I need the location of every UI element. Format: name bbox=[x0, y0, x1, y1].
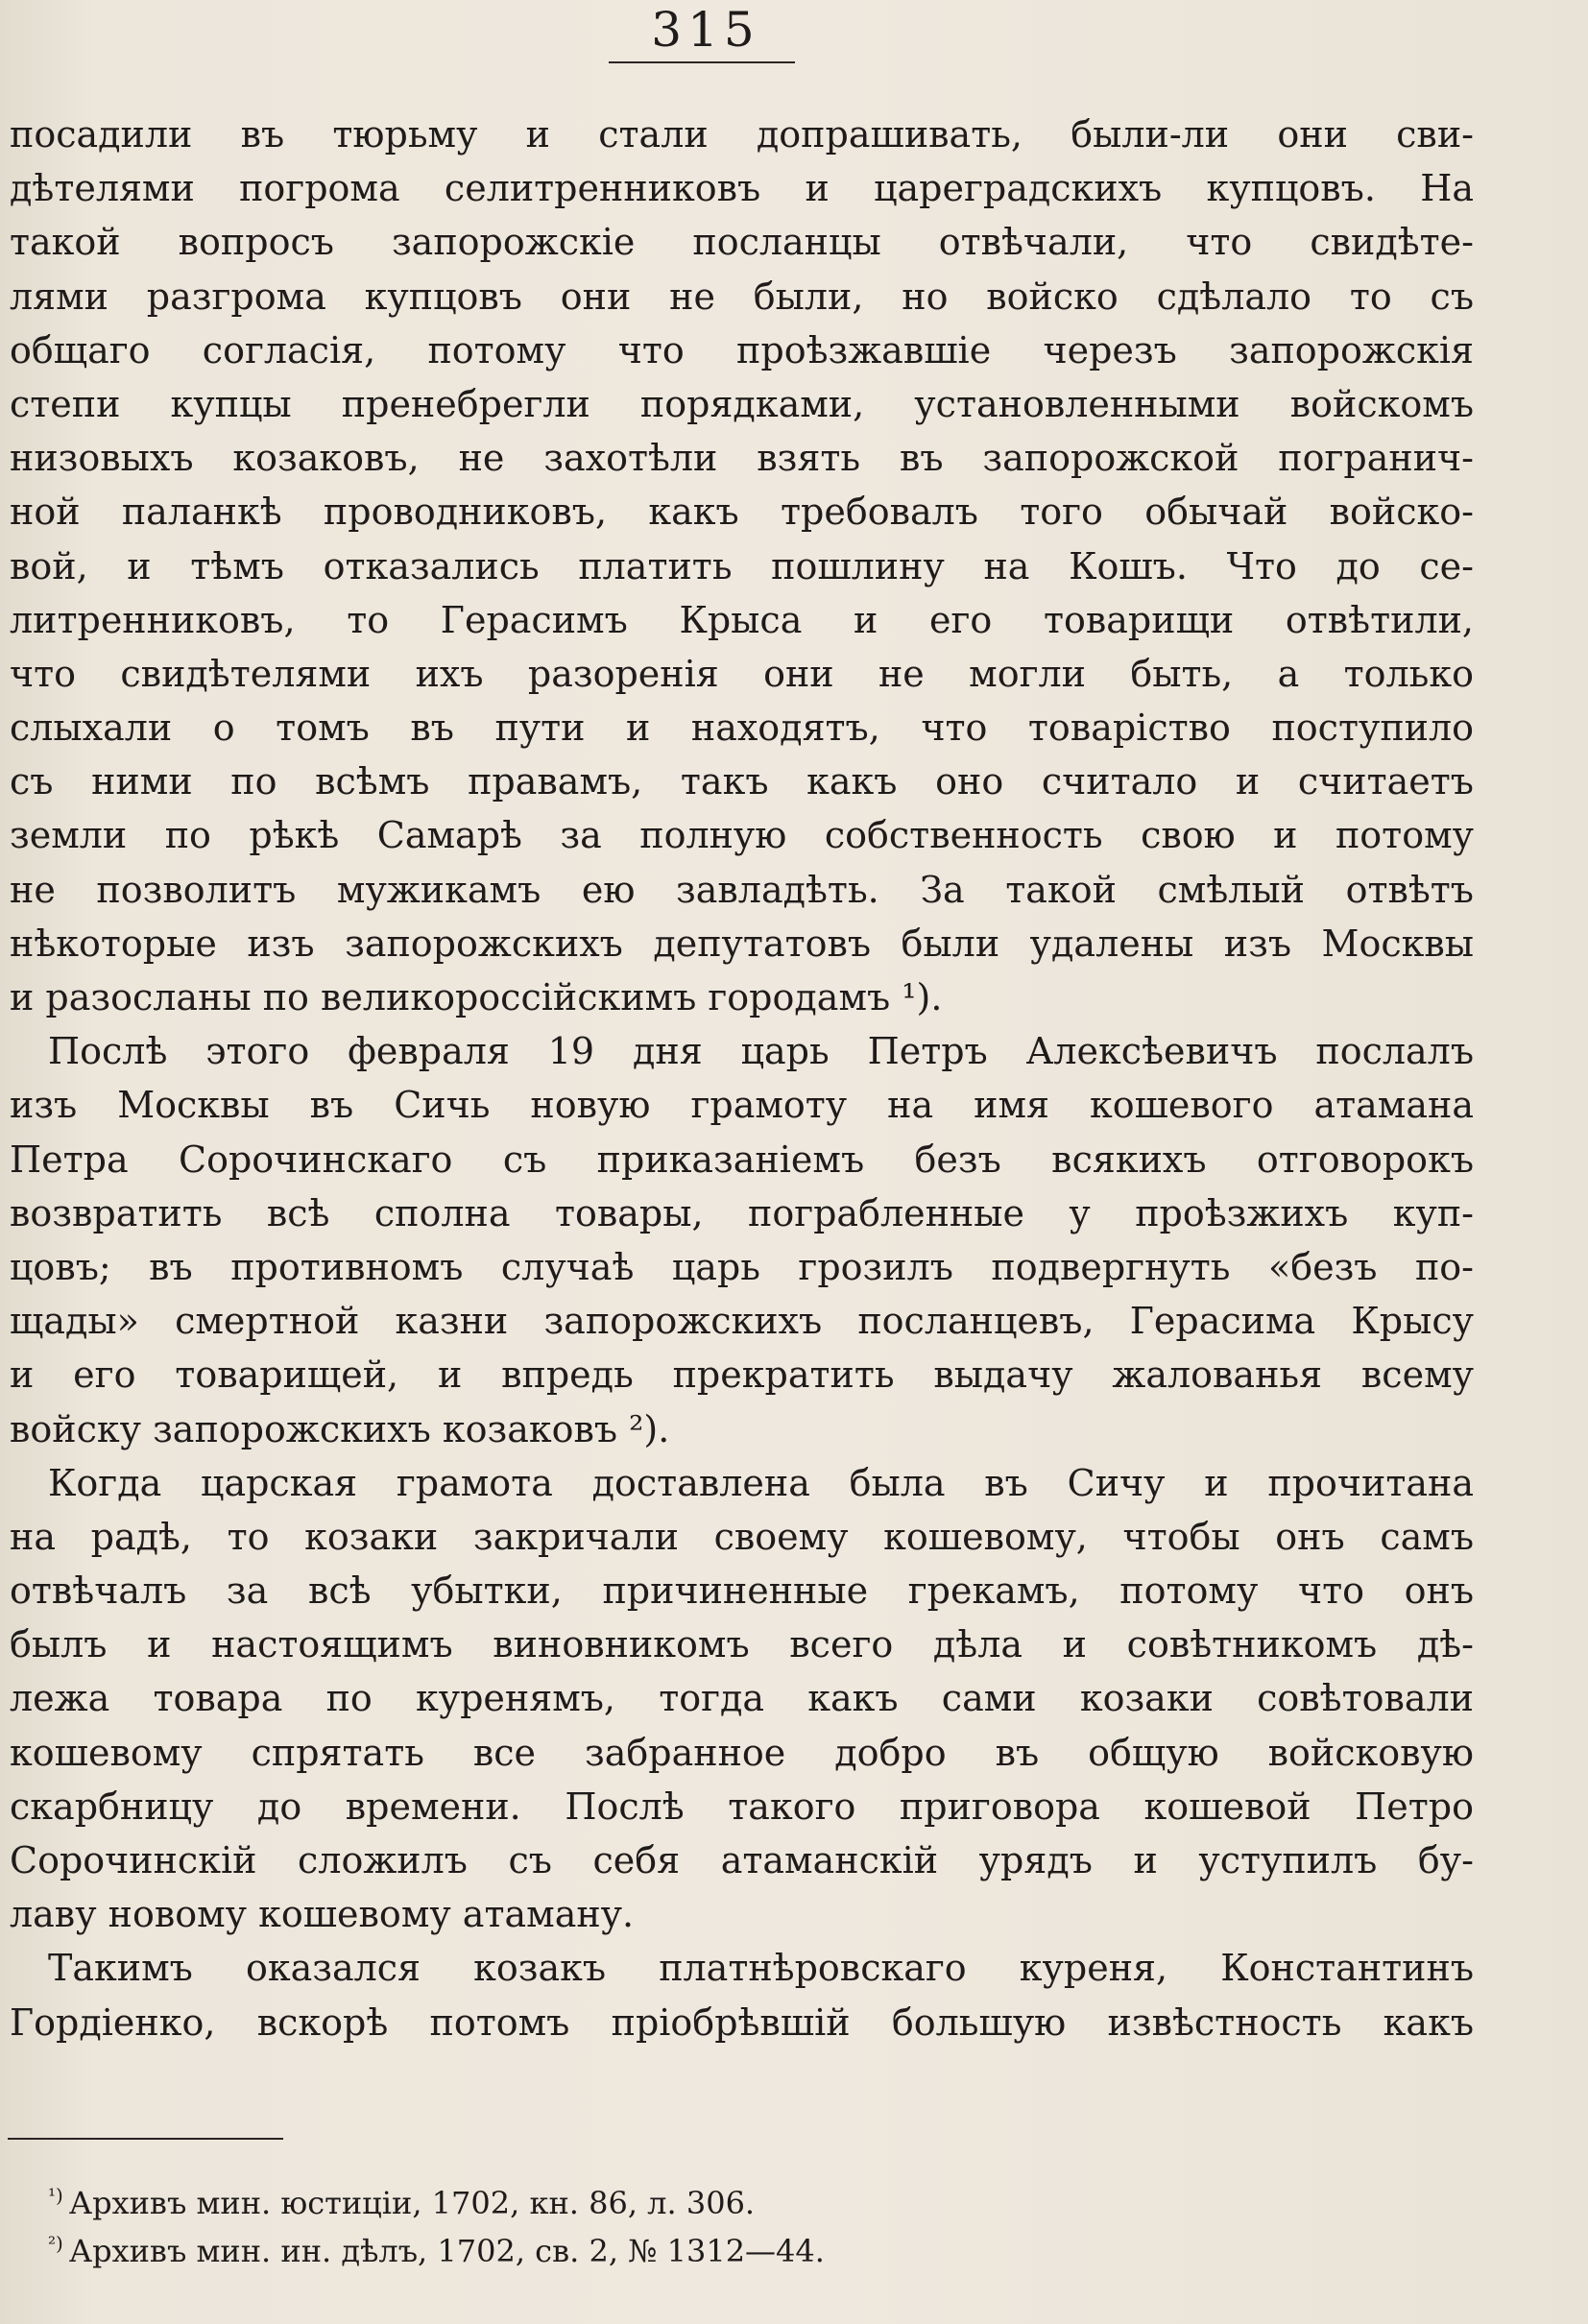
text-line: и его товарищей, и впредь прекратить выдачу жалованья всему bbox=[10, 1354, 1474, 1397]
page-number-rule bbox=[609, 61, 795, 63]
footnote-text: Архивъ мин. ин. дѣлъ, 1702, св. 2, № 1312—44. bbox=[68, 2233, 825, 2269]
text-line: низовыхъ козаковъ, не захотѣли взять въ запорожской погранич- bbox=[10, 437, 1474, 480]
text-line: лежа товара по куренямъ, тогда какъ сами козаки совѣтовали bbox=[10, 1677, 1474, 1720]
page-number: 315 bbox=[651, 2, 760, 58]
footnote bbox=[48, 2171, 1200, 2219]
text-line: Послѣ этого февраля 19 дня царь Петръ Алексѣевичъ послалъ bbox=[48, 1030, 1474, 1073]
text-line: кошевому спрятать все забранное добро въ общую войсковую bbox=[10, 1731, 1474, 1774]
text-line: слыхали о томъ въ пути и находятъ, что товарiство поступило bbox=[10, 707, 1474, 750]
text-line: степи купцы пренебрегли порядками, установленными войскомъ bbox=[10, 382, 1474, 425]
text-line: цовъ; въ противномъ случаѣ царь грозилъ подвергнуть «безъ по- bbox=[10, 1245, 1474, 1288]
text-line: такой вопросъ запорожскіе посланцы отвѣчали, что свидѣте- bbox=[10, 221, 1474, 264]
text-line: литренниковъ, то Герасимъ Крыса и его товарищи отвѣтили, bbox=[10, 598, 1474, 641]
text-line: земли по рѣкѣ Самарѣ за полную собственность свою и потому bbox=[10, 814, 1474, 857]
footnote-separator bbox=[8, 2138, 283, 2140]
text-line: посадили въ тюрьму и стали допрашивать, были-ли они сви- bbox=[10, 113, 1474, 156]
text-line: возвратить всѣ сполна товары, пограбленные у проѣзжихъ куп- bbox=[10, 1191, 1474, 1234]
text-line: щады» смертной казни запорожскихъ посланцевъ, Герасима Крысу bbox=[10, 1300, 1474, 1343]
body-text bbox=[10, 108, 1474, 2049]
text-line: Гордіенко, вскорѣ потомъ пріобрѣвшій большую извѣстность какъ bbox=[10, 2001, 1474, 2044]
text-line: скарбницу до времени. Послѣ такого приговора кошевой Петро bbox=[10, 1785, 1474, 1828]
text-line: Такимъ оказался козакъ платнѣровскаго куреня, Константинъ bbox=[48, 1947, 1474, 1990]
text-line: на радѣ, то козаки закричали своему кошевому, чтобы онъ самъ bbox=[10, 1515, 1474, 1558]
text-line: общаго согласія, потому что проѣзжавшіе черезъ запорожскія bbox=[10, 328, 1474, 371]
text-line: вой, и тѣмъ отказались платить пошлину на Кошъ. Что до се- bbox=[10, 544, 1474, 587]
text-line: былъ и настоящимъ виновникомъ всего дѣла и совѣтникомъ дѣ- bbox=[10, 1623, 1474, 1666]
footnote-mark: ²) bbox=[48, 2232, 63, 2255]
footnote-text: Архивъ мин. юстиціи, 1702, кн. 86, л. 306. bbox=[68, 2185, 756, 2221]
text-line: Петра Сорочинскаго съ приказаніемъ безъ всякихъ отговорокъ bbox=[10, 1138, 1474, 1181]
text-line: Сорочинскій сложилъ съ себя атаманскій урядъ и уступилъ бу- bbox=[10, 1839, 1474, 1881]
text-line: и разосланы по великороссійскимъ городамъ ¹). bbox=[10, 976, 943, 1018]
footnote bbox=[48, 2219, 1200, 2267]
footnote-mark: ¹) bbox=[48, 2184, 63, 2207]
text-line: ной паланкѣ проводниковъ, какъ требовалъ того обычай войско- bbox=[10, 491, 1474, 534]
text-line: дѣтелями погрома селитренниковъ и цареградскихъ купцовъ. На bbox=[10, 167, 1474, 210]
text-line: изъ Москвы въ Сичь новую грамоту на имя кошевого атамана bbox=[10, 1084, 1474, 1127]
text-line: войску запорожскихъ козаковъ ²). bbox=[10, 1407, 670, 1450]
text-line: не позволитъ мужикамъ ею завладѣть. За такой смѣлый отвѣтъ bbox=[10, 868, 1474, 911]
text-line: лями разгрома купцовъ они не были, но войско сдѣлало то съ bbox=[10, 275, 1474, 318]
text-line: нѣкоторые изъ запорожскихъ депутатовъ были удалены изъ Москвы bbox=[10, 922, 1474, 965]
text-line: что свидѣтелями ихъ разоренія они не могли быть, а только bbox=[10, 652, 1474, 695]
text-line: лаву новому кошевому атаману. bbox=[10, 1893, 635, 1936]
text-line: съ ними по всѣмъ правамъ, такъ какъ оно считало и считаетъ bbox=[10, 760, 1474, 803]
text-line: Когда царская грамота доставлена была въ Сичу и прочитана bbox=[48, 1461, 1474, 1504]
text-line: отвѣчалъ за всѣ убытки, причиненные грекамъ, потому что онъ bbox=[10, 1569, 1474, 1613]
footnotes bbox=[48, 2171, 1200, 2267]
